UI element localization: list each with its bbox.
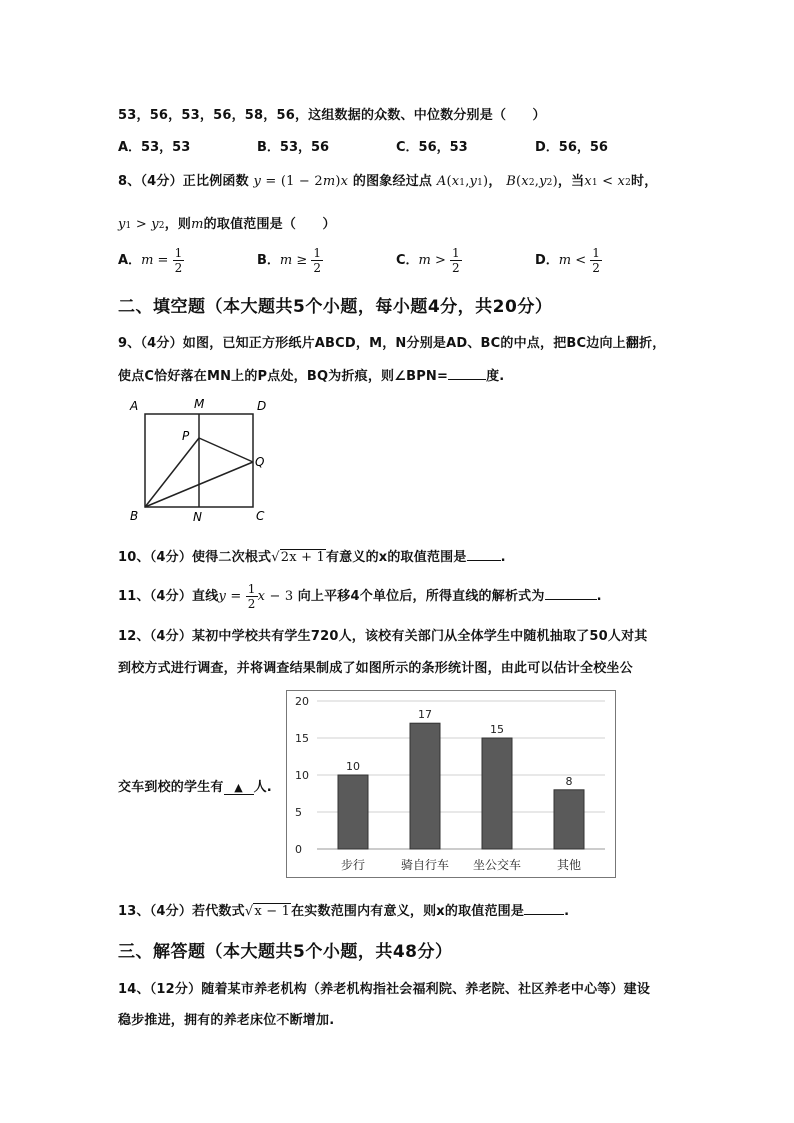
q10-radicand: 2x + 1 [280, 550, 325, 565]
y-tick-label: 15 [295, 732, 309, 745]
bar [410, 723, 440, 849]
q14-text-line1: 14、（12分）随着某市养老机构（养老机构指社会福利院、养老院、社区养老中心等）建设 [118, 982, 651, 997]
data-label: 10 [346, 760, 360, 773]
q8-option-a: A．m = $\frac{1}{2}$ [118, 246, 183, 275]
category-label: 坐公交车 [472, 858, 522, 872]
q13-text: 13、（4分）若代数式√x − 1在实数范围内有意义，则x的取值范围是 . [118, 904, 570, 919]
q7-option-a: A．53，53 [118, 140, 191, 155]
q8-text-line2: y1 > y2，则m的取值范围是（ ） [118, 217, 336, 232]
y-tick-label: 10 [295, 769, 309, 782]
q9-text-line1: 9、（4分）如图，已知正方形纸片ABCD，M，N分别是AD、BC的中点，把BC边向上翻折， [118, 336, 666, 351]
q8-text-line1: 8、（4分）正比例函数 y = (1 − 2m)x 的图象经过点 A(x1,y1)， B(x2,y2)，当x1 < x2时， [118, 174, 658, 189]
label-m: M [194, 397, 205, 411]
q13-radicand: x − 1 [254, 904, 291, 919]
label-d: D [257, 399, 267, 413]
data-label: 15 [490, 723, 504, 736]
segment-pq [199, 438, 253, 462]
segment-bp [145, 438, 199, 507]
section-3-heading: 三、解答题（本大题共5个小题，共48分） [118, 942, 453, 962]
section-2-heading: 二、填空题（本大题共5个小题，每小题4分，共20分） [118, 297, 553, 317]
bar [338, 775, 368, 849]
q8-option-b: B．m ≥ $\frac{1}{2}$ [257, 246, 322, 275]
category-label: 其他 [556, 858, 582, 872]
q7-option-c: C．56，53 [396, 140, 468, 155]
q9-text-line2: 使点C恰好落在MN上的P点处，BQ为折痕，则∠BPN= 度. [118, 369, 505, 384]
q10-text: 10、（4分）使得二次根式√2x + 1有意义的x的取值范围是 . [118, 550, 506, 565]
q12-text-line3: 交车到校的学生有 ▲ 人. [118, 780, 272, 795]
y-tick-label: 20 [295, 695, 309, 708]
data-label: 8 [565, 774, 573, 788]
label-n: N [193, 510, 202, 524]
label-q: Q [255, 455, 265, 469]
category-label: 骑自行车 [400, 858, 450, 872]
q8-option-c: C．m > $\frac{1}{2}$ [396, 246, 460, 275]
q9-geometry-figure [118, 394, 278, 526]
q7-option-b: B．53，56 [257, 140, 330, 155]
bar-chart [287, 691, 615, 877]
q8-option-d: D．m < $\frac{1}{2}$ [535, 246, 600, 275]
y-tick-label: 0 [295, 843, 302, 856]
bar [482, 738, 512, 849]
bar-chart-frame [286, 690, 616, 878]
q7-option-d: D．56，56 [535, 140, 608, 155]
label-a: A [130, 399, 139, 413]
data-label: 17 [418, 708, 432, 722]
category-label: 步行 [340, 858, 366, 872]
q12-text-line1: 12、（4分）某初中学校共有学生720人，该校有关部门从全体学生中随机抽取了50人对其 [118, 629, 648, 644]
q12-text-line2: 到校方式进行调查，并将调查结果制成了如图所示的条形统计图，由此可以估计全校坐公 [118, 661, 633, 676]
label-p: P [182, 429, 190, 443]
q14-text-line2: 稳步推进，拥有的养老床位不断增加. [118, 1013, 335, 1028]
q7-text: 53，56，53，56，58，56，这组数据的众数、中位数分别是（ ） [118, 108, 546, 123]
label-b: B [130, 509, 139, 523]
bar [554, 790, 584, 849]
label-c: C [256, 509, 265, 523]
y-tick-label: 5 [295, 806, 302, 819]
triangle-icon: ▲ [224, 781, 254, 795]
q11-text: 11、（4分）直线y = $\frac{1}{2}$ x − 3 向上平移4个单位后，所得直线的解析式为 . [118, 582, 602, 611]
